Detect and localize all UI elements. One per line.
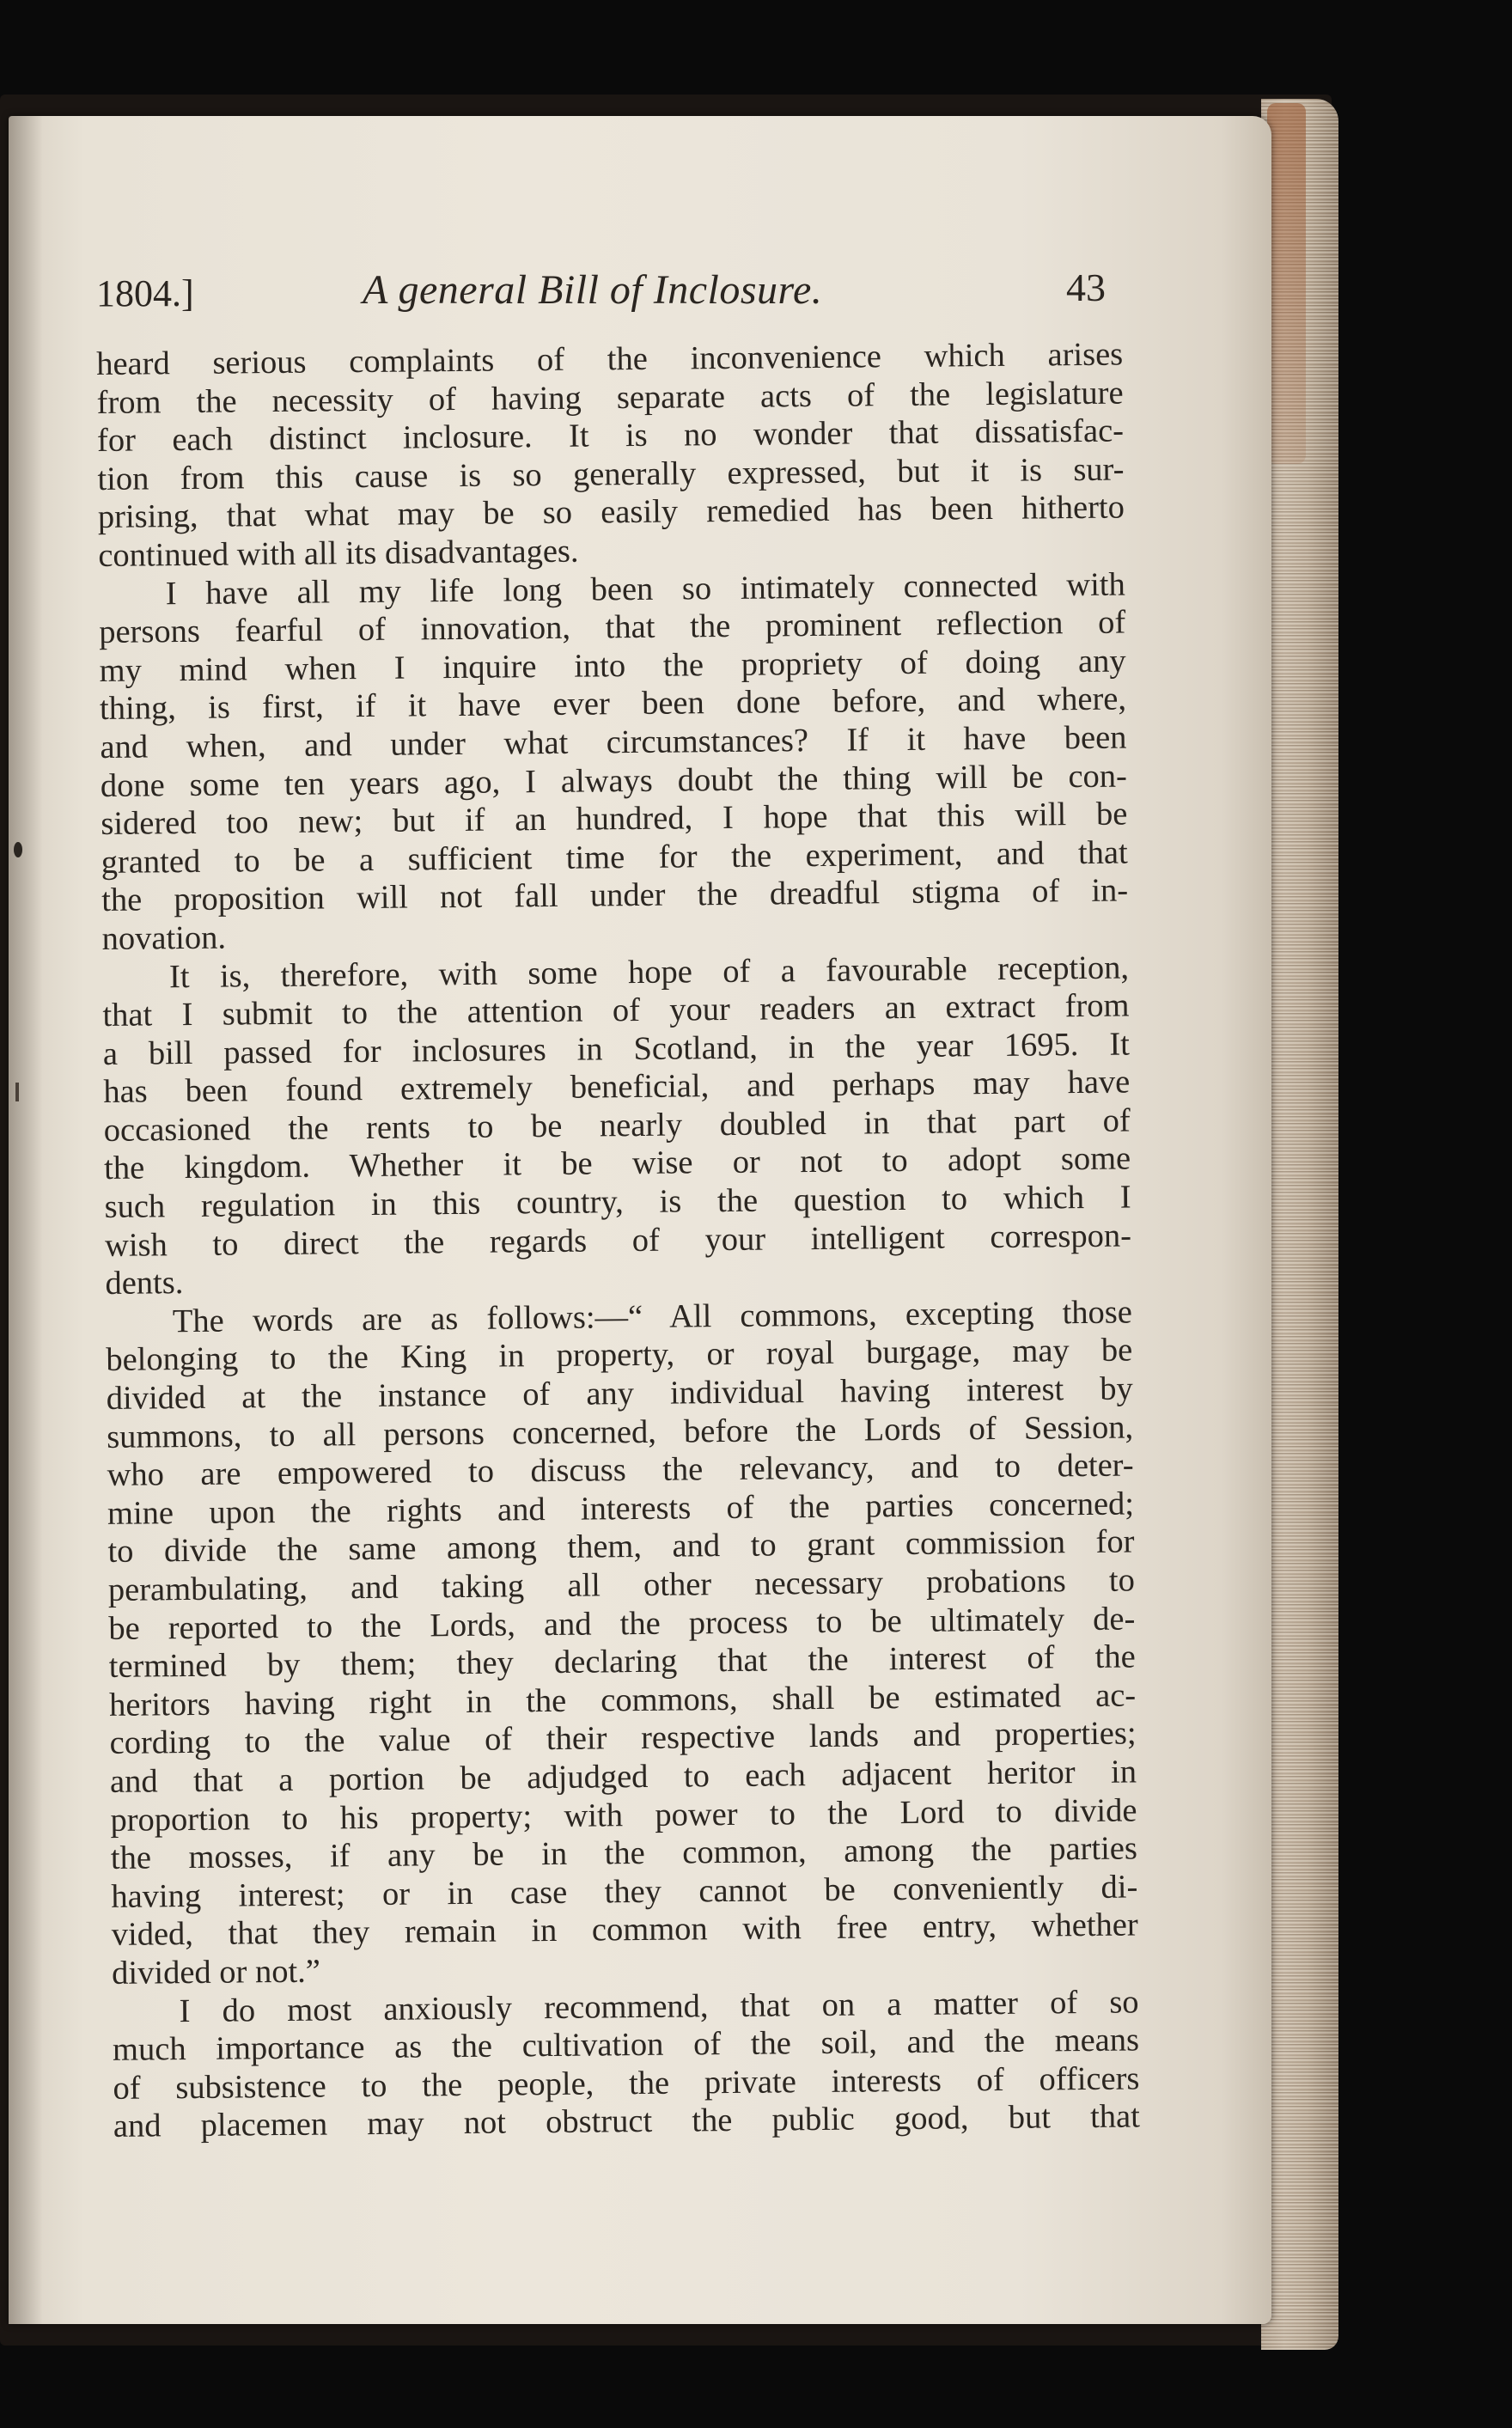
text-line: that I submit to the attention of your readers an extract from bbox=[102, 987, 1130, 1034]
text-line: belonging to the King in property, or royal burgage, may be bbox=[106, 1332, 1133, 1379]
text-line: vided, that they remain in common with free entry, whether bbox=[111, 1906, 1138, 1954]
text-line: be reported to the Lords, and the process to be ultimately de- bbox=[108, 1601, 1136, 1647]
text-line: proportion to his property; with power to the Lord to divide bbox=[110, 1792, 1137, 1839]
text-line: dents. bbox=[105, 1265, 184, 1302]
text-line: done some ten years ago, I always doubt the thing will be con- bbox=[100, 758, 1128, 804]
text-line: heritors having right in the commons, shall be estimated ac- bbox=[108, 1677, 1137, 1723]
text-line: novation. bbox=[101, 919, 227, 957]
running-header bbox=[96, 263, 1106, 332]
paragraph-first-line: I have all my life long been so intimately connected with bbox=[165, 566, 1125, 612]
text-line: prising, that what may be so easily remedied has been hitherto bbox=[97, 489, 1125, 536]
text-line: and when, and under what circumstances? If it have been bbox=[100, 719, 1127, 766]
text-line: granted to be a sufficient time for the experiment, and that bbox=[101, 834, 1128, 881]
text-line: divided at the instance of any individual having interest by bbox=[106, 1370, 1133, 1417]
text-line: from the necessity of having separate acts of the legislature bbox=[96, 375, 1124, 421]
text-line: the mosses, if any be in the common, among the parties bbox=[110, 1830, 1138, 1877]
text-line: having interest; or in case they cannot be conveniently di- bbox=[111, 1869, 1138, 1915]
text-line: of subsistence to the people, the private interests of officers bbox=[113, 2060, 1140, 2107]
page-gutter-shadow bbox=[9, 116, 43, 2324]
text-line: has been found extremely beneficial, and perhaps may have bbox=[103, 1064, 1131, 1111]
text-line: and placemen may not obstruct the public good, but that bbox=[113, 2098, 1141, 2145]
margin-ink-mark bbox=[15, 1083, 19, 1101]
text-line: cording to the value of their respective lands and properties; bbox=[109, 1715, 1137, 1762]
text-line: continued with all its disadvantages. bbox=[98, 533, 579, 574]
text-line: heard serious complaints of the inconvenience which arises bbox=[96, 336, 1124, 382]
page-number: 43 bbox=[1066, 265, 1106, 309]
text-line: such regulation in this country, is the question to which I bbox=[104, 1179, 1131, 1226]
text-line: for each distinct inclosure. It is no wonder that dissatisfac- bbox=[96, 412, 1125, 460]
text-line: the kingdom. Whether it be wise or not to adopt some bbox=[103, 1140, 1131, 1187]
paragraph-first-line: The words are as follows:—“ All commons, excepting those bbox=[172, 1294, 1133, 1340]
edge-stain bbox=[1267, 103, 1306, 464]
text-line: and that a portion be adjudged to each adjacent heritor in bbox=[109, 1754, 1137, 1800]
text-line: divided or not.” bbox=[111, 1953, 321, 1992]
text-line: mine upon the rights and interests of the parties concerned; bbox=[107, 1485, 1135, 1532]
text-line: sidered too new; but if an hundred, I hope that this will be bbox=[101, 796, 1128, 843]
paragraph-first-line: It is, therefore, with some hope of a favourable reception, bbox=[168, 949, 1130, 995]
text-line: persons fearful of innovation, that the prominent reflection of bbox=[99, 604, 1126, 651]
paragraph-first-line: I do most anxiously recommend, that on a matter of so bbox=[179, 1983, 1139, 2029]
body-text bbox=[96, 336, 1140, 2146]
text-line: tion from this cause is so generally expressed, but it is sur- bbox=[97, 451, 1125, 497]
running-header-date: 1804.] bbox=[96, 272, 194, 314]
text-line: a bill passed for inclosures in Scotland, in the year 1695. It bbox=[102, 1026, 1131, 1072]
text-line: my mind when I inquire into the propriety of doing any bbox=[99, 643, 1126, 689]
running-header-title: A general Bill of Inclosure. bbox=[363, 267, 823, 313]
margin-ink-mark bbox=[14, 842, 22, 857]
text-line: wish to direct the regards of your intelligent correspon- bbox=[104, 1217, 1132, 1264]
text-line: who are empowered to discuss the relevancy, and to deter- bbox=[107, 1447, 1134, 1494]
text-line: the proposition will not fall under the dreadful stigma of in- bbox=[101, 872, 1129, 919]
text-line: perambulating, and taking all other necessary probations to bbox=[107, 1562, 1136, 1608]
text-line: thing, is first, if it have ever been done before, and where, bbox=[99, 680, 1127, 728]
text-line: to divide the same among them, and to grant commission for bbox=[107, 1523, 1135, 1571]
text-line: summons, to all persons concerned, before the Lords of Session, bbox=[106, 1409, 1134, 1455]
text-line: occasioned the rents to be nearly doubled in that part of bbox=[103, 1102, 1131, 1149]
text-line: much importance as the cultivation of the soil, and the means bbox=[112, 2022, 1140, 2069]
text-line: termined by them; they declaring that the interest of the bbox=[108, 1638, 1136, 1686]
